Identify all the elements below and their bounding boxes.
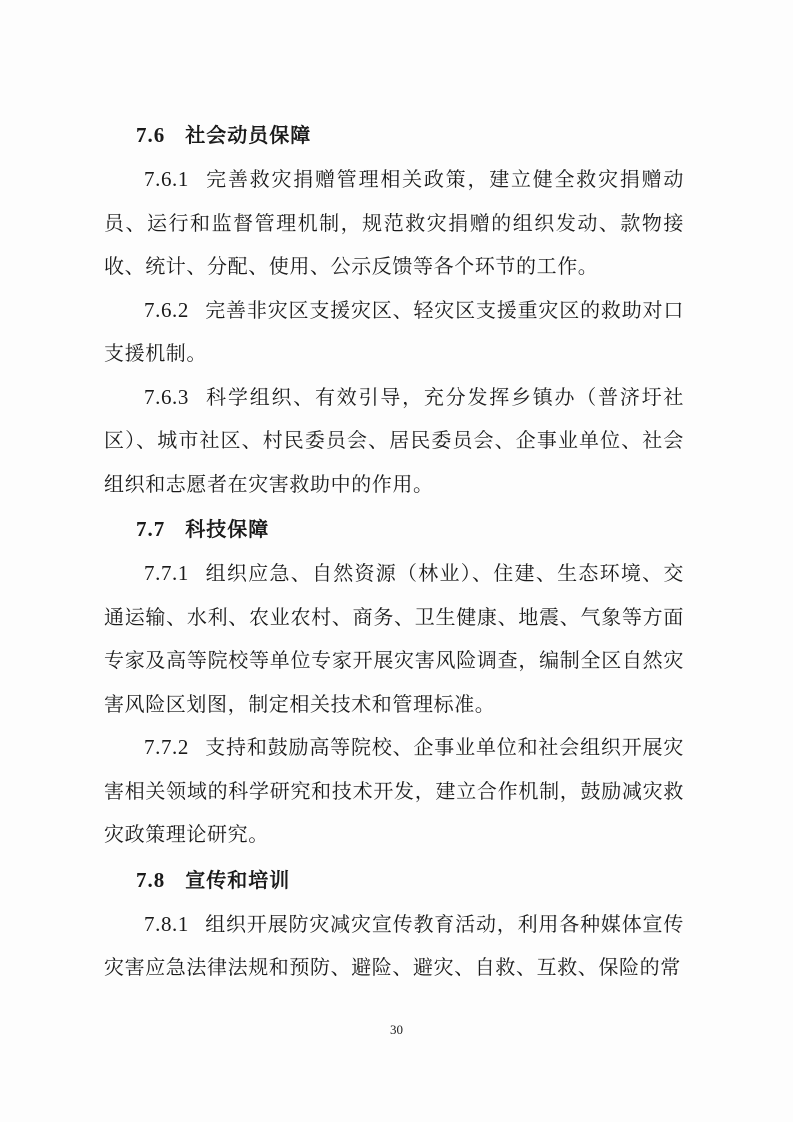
paragraph-number: 7.6.3 — [144, 384, 189, 409]
section-title: 科技保障 — [185, 517, 270, 541]
section-title: 宣传和培训 — [185, 867, 291, 892]
paragraph-7-7-2 — [104, 726, 684, 857]
page-number: 30 — [390, 1022, 403, 1037]
paragraph-text: 完善救灾捐赠管理相关政策，建立健全救灾捐赠动员、运行和监督管理机制，规范救灾捐赠的组织发动、款物接收、统计、分配、使用、公示反馈等各个环节的工作。 — [104, 167, 684, 278]
paragraph-number: 7.7.1 — [144, 561, 189, 585]
section-title: 社会动员保障 — [185, 123, 312, 147]
paragraph-text: 支持和鼓励高等院校、企事业单位和社会组织开展灾害相关领域的科学研究和技术开发，建立合作机制，鼓励减灾救灾政策理论研究。 — [104, 735, 684, 846]
paragraph-number: 7.6.1 — [144, 167, 189, 191]
section-number: 7.6 — [136, 123, 166, 147]
paragraph-7-6-1 — [104, 158, 684, 289]
page-content — [104, 116, 684, 990]
paragraph-7-6-2 — [104, 289, 684, 376]
paragraph-text: 组织应急、自然资源（林业）、住建、生态环境、交通运输、水利、农业农村、商务、卫生健康、地震、气象等方面专家及高等院校等单位专家开展灾害风险调查，编制全区自然灾害风险区划图，制定相关技术和管理标准。 — [104, 561, 684, 716]
paragraph-7-8-1 — [104, 903, 684, 990]
paragraph-text: 组织开展防灾减灾宣传教育活动，利用各种媒体宣传灾害应急法律法规和预防、避险、避灾、自救、互救、保险的常 — [104, 911, 684, 979]
section-heading-7-7 — [104, 510, 684, 548]
section-heading-7-8 — [104, 861, 684, 899]
paragraph-text: 科学组织、有效引导，充分发挥乡镇办（普济圩社区）、城市社区、村民委员会、居民委员会、企事业单位、社会组织和志愿者在灾害救助中的作用。 — [104, 384, 684, 496]
section-number: 7.7 — [136, 517, 166, 541]
paragraph-text: 完善非灾区支援灾区、轻灾区支援重灾区的救助对口支援机制。 — [104, 297, 684, 365]
section-heading-7-6 — [104, 116, 684, 154]
paragraph-7-6-3 — [104, 376, 684, 507]
paragraph-number: 7.8.1 — [144, 911, 189, 936]
paragraph-number: 7.6.2 — [144, 297, 189, 322]
paragraph-number: 7.7.2 — [144, 735, 189, 759]
section-number: 7.8 — [136, 867, 166, 892]
paragraph-7-7-1 — [104, 552, 684, 726]
